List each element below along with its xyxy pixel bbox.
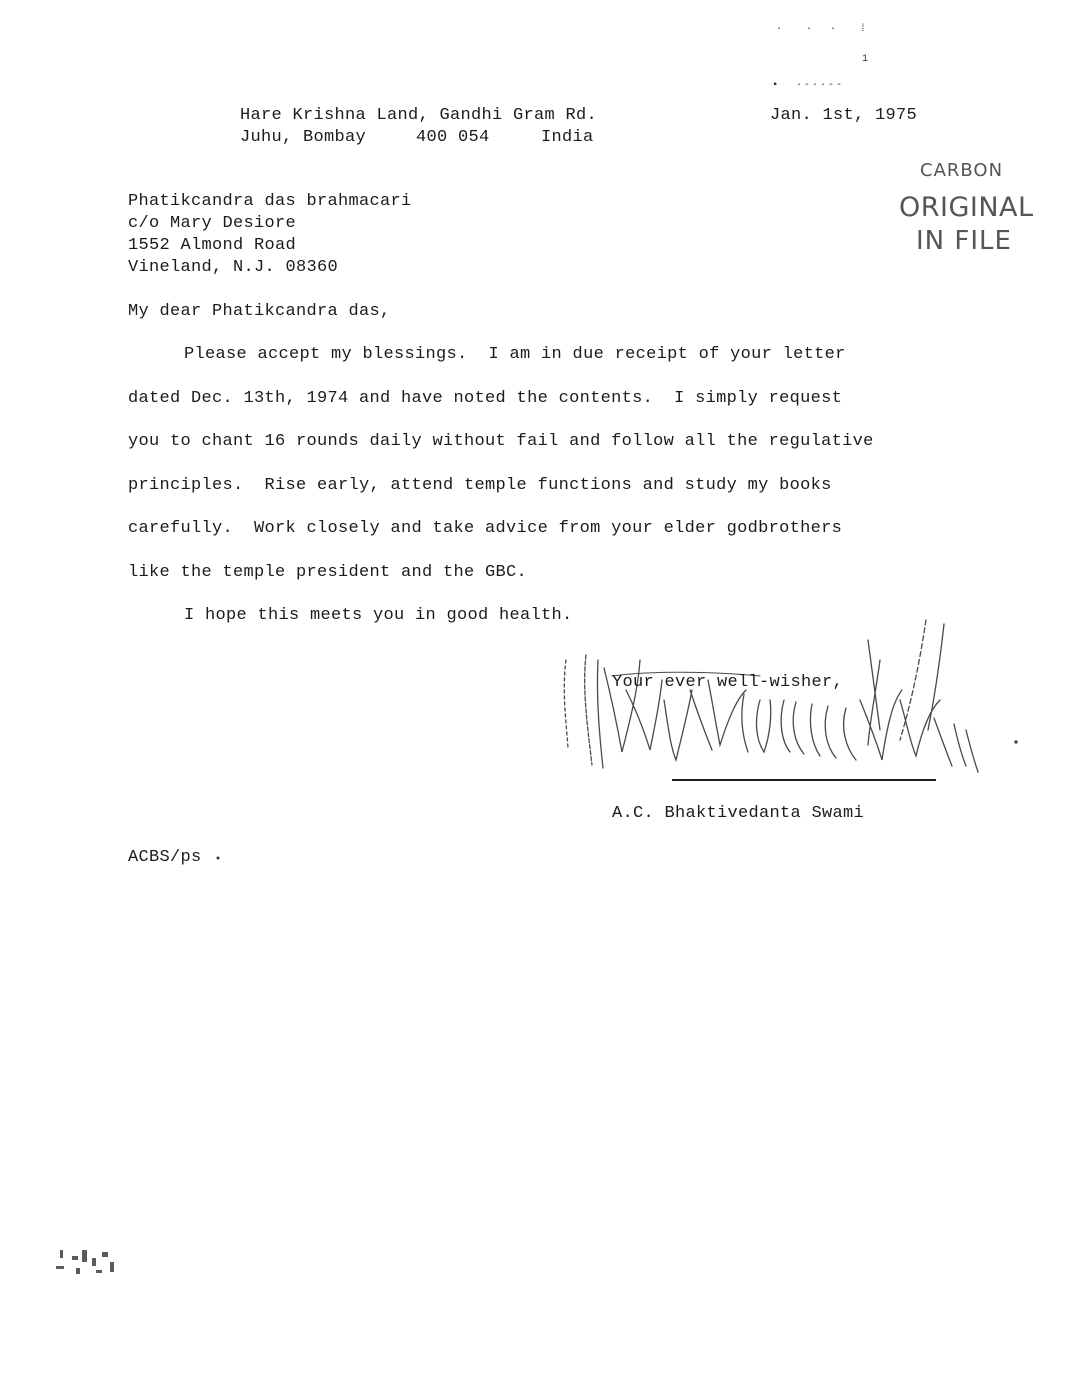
body-line: principles. Rise early, attend temple functions and study my books <box>128 476 832 495</box>
reference-initials: ACBS/ps <box>128 848 202 867</box>
body-line: you to chant 16 rounds daily without fail and follow all the regulative <box>128 432 874 451</box>
recipient-city: Vineland, N.J. 08360 <box>128 258 339 277</box>
body-line: Please accept my blessings. I am in due receipt of your letter <box>184 345 846 364</box>
original-stamp: ORIGINAL <box>899 192 1034 223</box>
body-line: carefully. Work closely and take advice from your elder godbrothers <box>128 519 843 538</box>
sender-city: Juhu, Bombay <box>240 128 367 147</box>
sender-pin: 400 054 <box>416 128 490 147</box>
recipient-name: Phatikcandra das brahmacari <box>128 192 412 211</box>
letter-date: Jan. 1st, 1975 <box>770 106 918 125</box>
scan-specks: ▪ ·-··‐‐ <box>772 80 845 91</box>
body-line: like the temple president and the GBC. <box>128 563 528 582</box>
sender-country: India <box>541 128 594 147</box>
sender-address-line1: Hare Krishna Land, Gandhi Gram Rd. <box>240 106 598 125</box>
body-line: dated Dec. 13th, 1974 and have noted the contents. I simply request <box>128 389 843 408</box>
scan-specks: 1 <box>862 54 869 65</box>
recipient-care-of: c/o Mary Desiore <box>128 214 297 233</box>
signature-name: A.C. Bhaktivedanta Swami <box>612 804 865 823</box>
in-file-stamp: IN FILE <box>916 226 1012 256</box>
salutation: My dear Phatikcandra das, <box>128 302 391 321</box>
closing-paragraph: I hope this meets you in good health. <box>184 606 573 625</box>
closing: Your ever well-wisher, <box>612 673 844 692</box>
scan-specks: · · · ⁞ <box>776 24 867 35</box>
recipient-street: 1552 Almond Road <box>128 236 297 255</box>
carbon-stamp: CARBON <box>920 160 1004 181</box>
